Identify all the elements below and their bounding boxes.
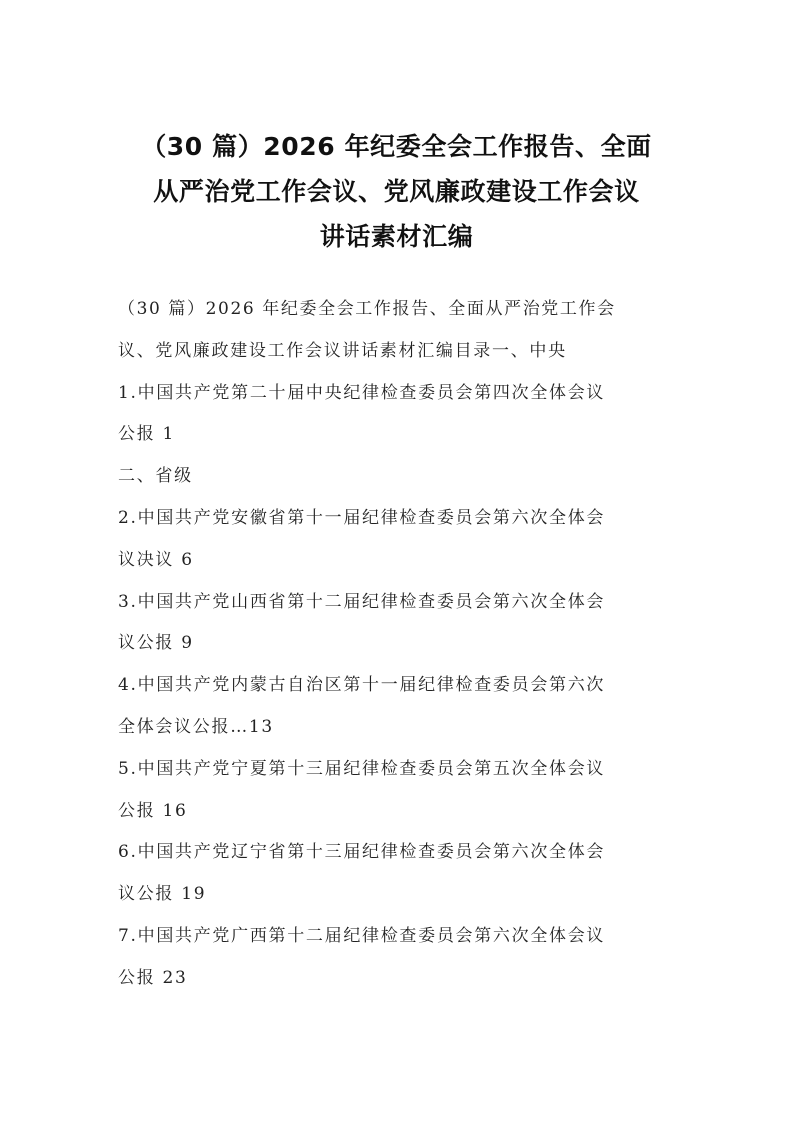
- toc-entry-7: 7.中国共产党广西第十二届纪律检查委员会第六次全体会议: [118, 925, 606, 946]
- toc-entry-5-page: 公报 16: [118, 800, 188, 821]
- toc-entry-4-page: 全体会议公报…13: [118, 716, 274, 737]
- toc-entry-4: 4.中国共产党内蒙古自治区第十一届纪律检查委员会第六次: [118, 675, 606, 696]
- intro-line-1: （30 篇）2026 年纪委全会工作报告、全面从严治党工作会: [118, 299, 616, 319]
- toc-entry-1-page: 公报 1: [118, 424, 176, 445]
- toc-entry-1: 1.中国共产党第二十届中央纪律检查委员会第四次全体会议: [118, 382, 606, 403]
- toc-entry-5: 5.中国共产党宁夏第十三届纪律检查委员会第五次全体会议: [118, 758, 606, 779]
- toc-entry-7-page: 公报 23: [118, 967, 188, 988]
- toc-entry-2: 2.中国共产党安徽省第十一届纪律检查委员会第六次全体会: [118, 507, 606, 528]
- title-line-3: 讲话素材汇编: [319, 222, 474, 251]
- intro-line-2: 议、党风廉政建设工作会议讲话素材汇编目录一、中央: [118, 340, 567, 361]
- toc-section-provincial: 二、省级: [118, 466, 193, 487]
- toc-entry-3-page: 议公报 9: [118, 633, 194, 654]
- toc-entry-6: 6.中国共产党辽宁省第十三届纪律检查委员会第六次全体会: [118, 842, 606, 863]
- title-line-2: 从严治党工作会议、党风廉政建设工作会议: [153, 177, 640, 206]
- document-body: [118, 289, 683, 1000]
- toc-entry-2-page: 议决议 6: [118, 549, 194, 570]
- toc-entry-3: 3.中国共产党山西省第十二届纪律检查委员会第六次全体会: [118, 591, 606, 612]
- title-line-1: （30 篇）2026 年纪委全会工作报告、全面: [141, 132, 652, 161]
- document-title: [110, 124, 683, 259]
- toc-entry-6-page: 议公报 19: [118, 884, 207, 905]
